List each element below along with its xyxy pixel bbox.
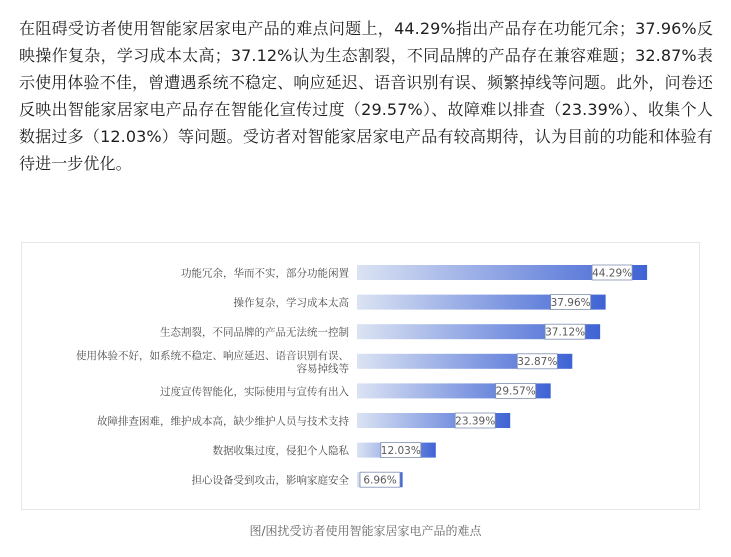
category-label-4 xyxy=(76,349,349,375)
category-label-5 xyxy=(160,385,349,398)
category-label-line: 功能冗余，华而不实，部分功能闲置 xyxy=(181,267,349,280)
category-label-line: 故障排查困难，维护成本高，缺少维护人员与技术支持 xyxy=(97,415,349,428)
value-label-1: 44.29% xyxy=(592,267,633,280)
value-label-6: 23.39% xyxy=(455,415,496,428)
value-label-5: 29.57% xyxy=(495,385,536,398)
value-label-8: 6.96% xyxy=(363,474,397,487)
category-label-8 xyxy=(192,474,350,487)
article-paragraph: 在阻碍受访者使用智能家居家电产品的难点问题上，44.29%指出产品存在功能冗余；37.96%反映操作复杂，学习成本太高；37.12%认为生态割裂，不同品牌的产品存在兼容难题；32.87%表示使用体验不佳，曾遭遇系统不稳定、响应延迟、语音识别有误、频繁掉线等问题。此外，问卷还反映出智能家居家电产品存在智能化宣传过度（29.57%）、故障难以排查（23.39%）、收集个人数据过多（12.03%）等问题。受访者对智能家居家电产品有较高期待，认为目前的功能和体验有待进一步优化。 xyxy=(19,19,713,173)
category-label-2 xyxy=(234,296,350,309)
category-label-line: 担心设备受到攻击，影响家庭安全 xyxy=(191,474,349,487)
value-label-2: 37.96% xyxy=(550,296,591,309)
category-label-line: 容易掉线等 xyxy=(296,362,349,375)
category-label-6 xyxy=(97,415,349,428)
category-label-line: 数据收集过度，侵犯个人隐私 xyxy=(212,445,349,458)
bar-chart xyxy=(22,243,699,509)
category-label-line: 过度宣传智能化，实际使用与宣传有出入 xyxy=(160,385,349,398)
category-label-3 xyxy=(160,326,349,339)
category-label-line: 操作复杂，学习成本太高 xyxy=(233,297,349,310)
category-label-line: 使用体验不好，如系统不稳定、响应延迟、语音识别有误、 xyxy=(76,349,349,362)
category-label-line: 生态割裂，不同品牌的产品无法统一控制 xyxy=(160,326,349,339)
bar-chart-figure xyxy=(21,242,700,510)
value-label-4: 32.87% xyxy=(517,356,558,369)
value-label-3: 37.12% xyxy=(545,326,586,339)
category-label-7 xyxy=(213,444,350,457)
figure-caption: 图/困扰受访者使用智能家居家电产品的难点 xyxy=(249,524,482,538)
category-label-1 xyxy=(181,267,349,280)
value-label-7: 12.03% xyxy=(380,444,421,457)
